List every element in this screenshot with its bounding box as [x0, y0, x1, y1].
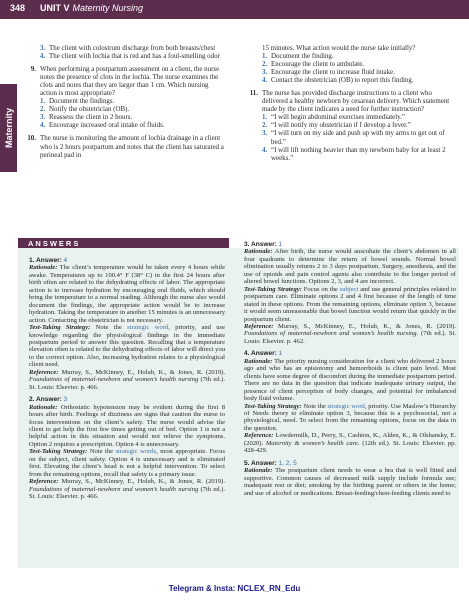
reference-title: Foundations of maternal-newborn and women’s health nursing	[29, 376, 199, 384]
reference-title: Foundations of maternal-newborn and women’s health nursing	[29, 485, 199, 493]
rationale-text: The priority nursing consideration for a client who delivered 2 hours ago and who has an episiotomy and hemorrhoids is client pain level. Most clients have some degree of discomfort during the immediate postpartum period. There are no data in the question that indicate inadequate urinary output, the presence of client perception of body changes, and potential for imbalanced body fluid volume.	[244, 357, 456, 403]
rationale-text: The postpartum client needs to wear a bra that is well fitted and supportive. Common causes of decreased milk supply include formula use; inadequate rest or diet; smoking by the birthing parent or others in the home; and use of alcohol or medications. Breast-feeding/chest-feeding clients need to	[244, 467, 456, 497]
answer-option	[40, 113, 227, 121]
unit-title: Maternity Nursing	[72, 3, 144, 13]
answer-option	[262, 121, 454, 129]
strategy-highlight: strategic word	[327, 402, 365, 410]
option-text: “I will begin abdominal exercises immediately.”	[271, 113, 406, 122]
answer-option	[262, 76, 454, 84]
option-number: 3.	[40, 113, 46, 122]
footer-credit: Telegram & Insta: NCLEX_RN_Edu	[168, 584, 301, 593]
option-text: Reassess the client in 2 hours.	[49, 113, 133, 122]
strategy-text: Note the	[89, 448, 116, 456]
reference-publisher: . (12th ed.). St. Louis: Elsevier. pp. 428-429.	[244, 439, 456, 455]
option-text: Notify the obstetrician (OB).	[49, 105, 130, 114]
option-number: 2.	[40, 105, 46, 114]
answer-value: 1	[278, 241, 283, 248]
question-number: 11.	[249, 89, 258, 98]
answer-option	[40, 121, 227, 129]
option-text: “I will turn on my side and push up with my arms to get out of bed.”	[271, 129, 445, 146]
strategy-text-end: , most appropriate. Focus on the subject, client safety. Option 4 is unnecessary and is eliminated first. Elevating the client’s head is not a helpful intervention. To select from the remaining options, recall that safety is a primary issue.	[29, 448, 225, 478]
answer-value: 3	[63, 396, 68, 404]
strategy-label: Test-Taking Strategy:	[244, 402, 302, 410]
question-text: The nurse has provided discharge instructions to a client who delivered a healthy newborn by cesarean delivery. Which statement made by the client indicates a need for further instruction?	[262, 89, 450, 114]
reference-publisher: (7th ed.). St. Louis: Elsevier. p. 466.	[29, 485, 225, 501]
questions-right-column	[244, 44, 454, 167]
test-taking-strategy	[244, 403, 456, 433]
option-number: 4.	[262, 145, 268, 154]
strategy-text-end: , priority. Use Maslow’s Hierarchy of Needs theory to eliminate option 3, because this is a psychosocial, not a physiological, need. To select from the remaining options, focus on the data in the question.	[244, 402, 456, 432]
reference-label: Reference:	[244, 432, 274, 440]
answer-number: 2. Answer:	[29, 396, 62, 404]
option-number: 3.	[262, 68, 268, 77]
option-number: 2.	[262, 121, 268, 130]
test-taking-strategy	[29, 324, 225, 369]
strategy-highlight: strategic words	[115, 448, 157, 456]
strategy-label: Test-Taking Strategy:	[29, 448, 88, 456]
option-list	[244, 113, 454, 161]
rationale-label: Rationale:	[29, 264, 58, 272]
test-taking-strategy	[29, 448, 225, 478]
answer-option	[262, 68, 454, 76]
strategy-highlight: subject	[339, 285, 359, 293]
answer-number: 4. Answer:	[244, 350, 277, 358]
option-list	[22, 44, 227, 60]
option-text: The client with lochia that is red and has a foul-smelling odor	[49, 52, 220, 61]
option-text: Document the finding.	[271, 52, 334, 61]
rationale-text: Orthostatic hypotension may be evident during the first 8 hours after birth. Feelings of dizziness are signs that caution the nurse to focus interventions on the client’s safety. The nurse would advise the client to get help the first few times getting out of bed. Option 1 is not a helpful action in this situation and would not relieve the symptoms. Option 2 requires a prescription. Option 4 is unnecessary.	[29, 403, 225, 448]
rationale-text: The client’s temperature would be taken every 4 hours while awake. Temperatures up to 100.4° F (38° C) in the first 24 hours after birth often are related to the dehydrating effects of labor. The appropriate action is to increase hydration by encouraging oral fluids, which should bring the temperature to a normal reading. Although the nurse also would document the findings, the appropriate action would be to increase hydration. Taking the temperature in another 15 minutes is an unnecessary action. Contacting the obstetrician is not necessary.	[29, 264, 225, 324]
answer-option	[262, 60, 454, 68]
strategy-text: Focus on the	[303, 285, 340, 293]
answer-value: 4	[63, 257, 68, 264]
answer-value: 1	[278, 350, 283, 358]
question-stem	[244, 44, 454, 52]
answer-option	[262, 146, 454, 162]
section-side-tab	[0, 84, 17, 172]
option-text: Encourage increased oral intake of fluids.	[49, 121, 165, 130]
rationale-label: Rationale:	[244, 467, 273, 475]
option-number: 4.	[40, 121, 46, 130]
strategy-text-end: , priority, and use knowledge regarding the physiological findings in the immediate postpartum period to answer this question. Recalling that a temperature elevation often is related to the dehydrating effects of labor will direct you to the correct option. Also, increasing hydration relates to a physiological client need.	[29, 324, 226, 369]
reference-paragraph	[29, 369, 225, 391]
question-stem	[22, 65, 227, 97]
option-text: The client with colostrum discharge from both breasts/chest	[49, 44, 216, 52]
answer-heading	[244, 350, 456, 357]
question-text: When performing a postpartum assessment on a client, the nurse notes the presence of clots in the lochia. The nurse examines the clots and notes that they are larger than 1 cm. Which nursing action is most appropriate?	[40, 65, 220, 98]
answer-heading	[244, 460, 456, 467]
reference-label: Reference:	[244, 322, 274, 330]
reference-authors: Lowdermilk, D., Perry, S., Cashion, K., Alden, K., & Olshansky, E. (2020).	[244, 432, 456, 447]
answer-heading	[29, 396, 225, 403]
question-number: 10.	[27, 134, 36, 143]
question-block	[22, 65, 227, 129]
reference-publisher: (7th ed.). St. Louis: Elsevier. p. 466.	[29, 376, 225, 391]
answer-heading	[29, 257, 225, 264]
answer-heading	[244, 241, 456, 248]
answer-option	[40, 97, 227, 105]
answer-option	[40, 52, 227, 60]
rationale-label: Rationale:	[29, 403, 58, 411]
reference-authors: Murray, S., McKinney, E., Holub, K., & Jones, R. (2019).	[61, 368, 225, 376]
question-block	[22, 134, 227, 158]
unit-label	[40, 3, 143, 13]
option-list	[22, 97, 227, 129]
rationale-label: Rationale:	[244, 357, 273, 365]
question-text: 15 minutes. What action would the nurse take initially?	[262, 44, 416, 52]
reference-publisher: . (7th ed.). St. Louis: Elsevier. p. 462.	[244, 330, 456, 345]
option-list	[244, 52, 454, 84]
option-text: Encourage the client to ambulate.	[271, 60, 365, 69]
answer-value: 1, 2, 5	[278, 459, 297, 467]
side-tab-label: Maternity	[3, 107, 14, 149]
question-stem	[244, 89, 454, 113]
answer-number: 1. Answer:	[29, 257, 62, 264]
option-text: Encourage the client to increase fluid intake.	[271, 68, 395, 77]
option-number: 4.	[262, 76, 268, 85]
option-number: 1.	[40, 97, 46, 106]
question-block	[22, 44, 227, 60]
rationale-text: After birth, the nurse would auscultate the client’s abdomen in all four quadrants to determine the return of bowel sounds. Normal bowel elimination usually returns 2 to 3 days postpartum. Surgery, anesthesia, and the use of opioids and pain control agents also contribute to the longer period of altered bowel functions. Options 2, 3, and 4 are incorrect.	[244, 248, 456, 286]
option-number: 3.	[262, 129, 268, 138]
answer-option	[40, 44, 227, 52]
test-taking-strategy	[244, 286, 456, 323]
reference-title: Foundations of maternal-newborn and women’s health nursing	[244, 330, 417, 338]
answers-heading: ANSWERS	[28, 239, 81, 248]
option-number: 4.	[40, 52, 46, 61]
reference-label: Reference:	[29, 368, 59, 376]
answers-right-column	[244, 236, 456, 497]
unit-name: UNIT V	[40, 3, 70, 13]
rationale-label: Rationale:	[244, 248, 273, 256]
reference-label: Reference:	[29, 478, 59, 486]
rationale-paragraph	[29, 404, 225, 449]
question-number: 9.	[30, 65, 36, 74]
question-number	[244, 44, 258, 52]
strategy-text-end: and use general principles related to postpartum care. Eliminate options 2 and 4 first because of the length of time stated in these options. From the remaining options, eliminate option 3, because it would seem unreasonable that bowel function would return that quickly in the postpartum client.	[244, 285, 457, 323]
answer-option	[262, 52, 454, 60]
answer-option	[262, 113, 454, 121]
option-number: 1.	[262, 52, 268, 61]
answer-number: 3. Answer:	[244, 241, 277, 248]
rationale-paragraph	[244, 467, 456, 497]
option-text: “I will notify my obstetrician if I develop a fever.”	[271, 121, 411, 130]
reference-paragraph	[244, 432, 456, 454]
option-number: 2.	[262, 60, 268, 69]
option-number: 1.	[262, 113, 268, 122]
strategy-text: Note the	[95, 324, 128, 332]
question-text: The nurse is monitoring the amount of lochia drainage in a client who is 2 hours postpartum and notes that the client has saturated a perineal pad in	[40, 134, 224, 159]
answer-number: 5. Answer:	[244, 459, 277, 467]
option-text: Contact the obstetrician (OB) to report this finding.	[271, 76, 414, 85]
answers-left-column	[29, 252, 225, 501]
option-text: Document the findings.	[49, 97, 115, 106]
option-number: 3.	[40, 44, 46, 52]
answer-option	[40, 105, 227, 113]
question-block	[244, 89, 454, 161]
strategy-label: Test-Taking Strategy:	[29, 324, 91, 332]
question-stem	[22, 134, 227, 158]
strategy-text: Note the	[303, 402, 328, 410]
reference-paragraph	[244, 323, 456, 345]
page-number: 348	[10, 3, 26, 13]
rationale-paragraph	[244, 358, 456, 403]
page-header	[0, 0, 469, 19]
reference-paragraph	[29, 478, 225, 500]
reference-authors: Murray, S., McKinney, E., Holub, K., & Jones, R. (2019).	[61, 478, 225, 486]
rationale-paragraph	[244, 248, 456, 285]
rationale-paragraph	[29, 264, 225, 324]
question-block	[244, 44, 454, 84]
strategy-highlight: strategic word	[127, 324, 169, 332]
reference-authors: Murray, S., McKinney, E., Holub, K., & Jones, R. (2019).	[278, 322, 456, 330]
option-text: “I will lift nothing heavier than my newborn baby for at least 2 weeks.”	[271, 145, 446, 162]
strategy-label: Test-Taking Strategy:	[244, 285, 302, 293]
answer-option	[262, 129, 454, 145]
reference-title: Maternity & women’s health care	[265, 439, 358, 447]
questions-left-column	[22, 44, 227, 164]
answers-heading-band	[18, 238, 229, 248]
